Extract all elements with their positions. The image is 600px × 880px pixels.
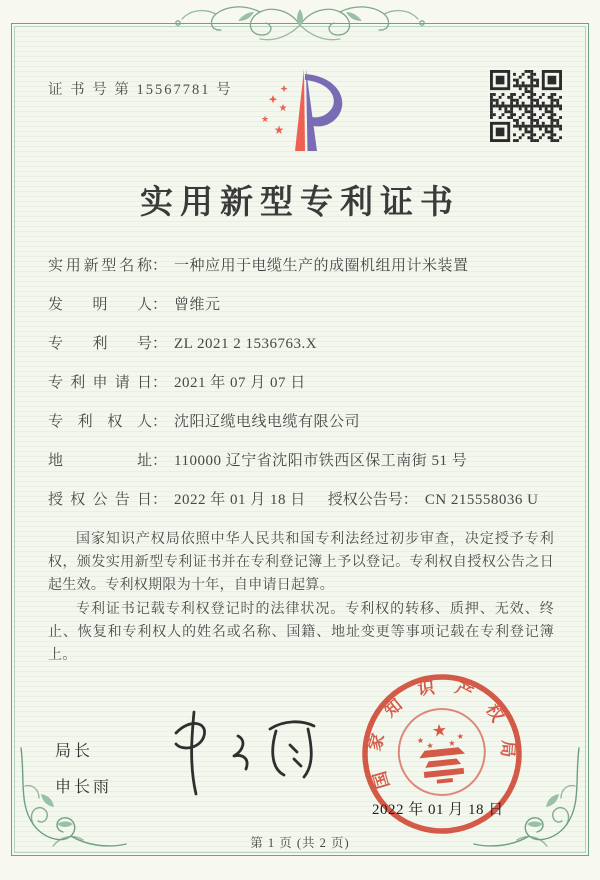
svg-text:★: ★	[278, 103, 288, 114]
legal-paragraph-2: 专利证书记载专利权登记时的法律状况。专利权的转移、质押、无效、终止、恢复和专利权人的姓名或名称、国籍、地址变更等事项记载在专利登记簿上。	[48, 601, 554, 664]
field-grant-date-and-number: 授权公告日 ： 2022 年 01 月 18 日 授权公告号 ： CN 215558036 U	[48, 492, 539, 508]
field-label: 专利权人	[48, 414, 152, 430]
director-title: 局长	[55, 743, 94, 760]
field-patentee: 专利权人 ： 沈阳辽缆电线电缆有限公司	[48, 414, 361, 430]
cnipa-logo-icon	[252, 60, 352, 162]
page-footer: 第 1 页 (共 2 页)	[250, 836, 350, 850]
field-value: 110000 辽宁省沈阳市铁西区保工南街 51 号	[174, 453, 468, 469]
top-center-flourish-icon	[140, 1, 460, 47]
svg-text:★: ★	[426, 740, 435, 751]
field-utility-model-name: 实用新型名称 ： 一种应用于电缆生产的成圈机组用计米装置	[48, 258, 469, 274]
certificate-number: 证 书 号 第 15567781 号	[48, 82, 233, 98]
field-inventor: 发明人 ： 曾维元	[48, 297, 221, 313]
field-value: 2022 年 01 月 18 日	[174, 492, 306, 508]
field-value: 沈阳辽缆电线电缆有限公司	[174, 414, 361, 430]
svg-text:★: ★	[260, 115, 270, 125]
field-label: 专利申请日	[48, 375, 152, 391]
field-label: 授权公告日	[48, 492, 152, 508]
field-grant-publication-number: 授权公告号 ： CN 215558036 U	[327, 492, 539, 508]
field-value: 2021 年 07 月 07 日	[174, 375, 306, 391]
svg-text:★: ★	[447, 738, 456, 749]
director-block	[55, 738, 112, 810]
field-value: 一种应用于电缆生产的成圈机组用计米装置	[174, 258, 469, 274]
official-seal-icon	[347, 659, 536, 848]
svg-text:★: ★	[273, 123, 285, 137]
seal-date: 2022 年 01 月 18 日	[372, 802, 504, 818]
field-address: 地址 ： 110000 辽宁省沈阳市铁西区保工南街 51 号	[48, 453, 468, 469]
field-label: 专利号	[48, 336, 152, 352]
field-value: CN 215558036 U	[424, 492, 539, 508]
field-label: 地址	[48, 453, 152, 469]
field-filing-date: 专利申请日 ： 2021 年 07 月 07 日	[48, 375, 306, 391]
certificate-fields	[48, 258, 554, 531]
field-value: 曾维元	[174, 297, 221, 313]
legal-text	[48, 528, 554, 667]
field-label: 发明人	[48, 297, 152, 313]
field-label: 实用新型名称	[48, 258, 152, 274]
field-label: 授权公告号	[327, 492, 403, 508]
field-patent-number: 专利号 ： ZL 2021 2 1536763.X	[48, 336, 318, 352]
svg-text:★: ★	[456, 731, 465, 742]
director-signature-icon	[142, 706, 332, 801]
field-value: ZL 2021 2 1536763.X	[174, 336, 318, 352]
svg-text:★: ★	[430, 720, 449, 742]
page-title: 实用新型专利证书	[140, 185, 460, 221]
director-name: 申长雨	[55, 779, 113, 796]
legal-paragraph-1: 国家知识产权局依照中华人民共和国专利法经过初步审查，决定授予专利权，颁发实用新型专利证书并在专利登记簿上予以登记。专利权自授权公告之日起生效。专利权期限为十年，自申请日起算。	[48, 532, 554, 594]
qr-code-icon	[490, 70, 562, 142]
seal-text: 国家知识产权局	[364, 676, 519, 791]
svg-text:★: ★	[416, 735, 425, 746]
national-emblem-icon	[395, 705, 490, 800]
